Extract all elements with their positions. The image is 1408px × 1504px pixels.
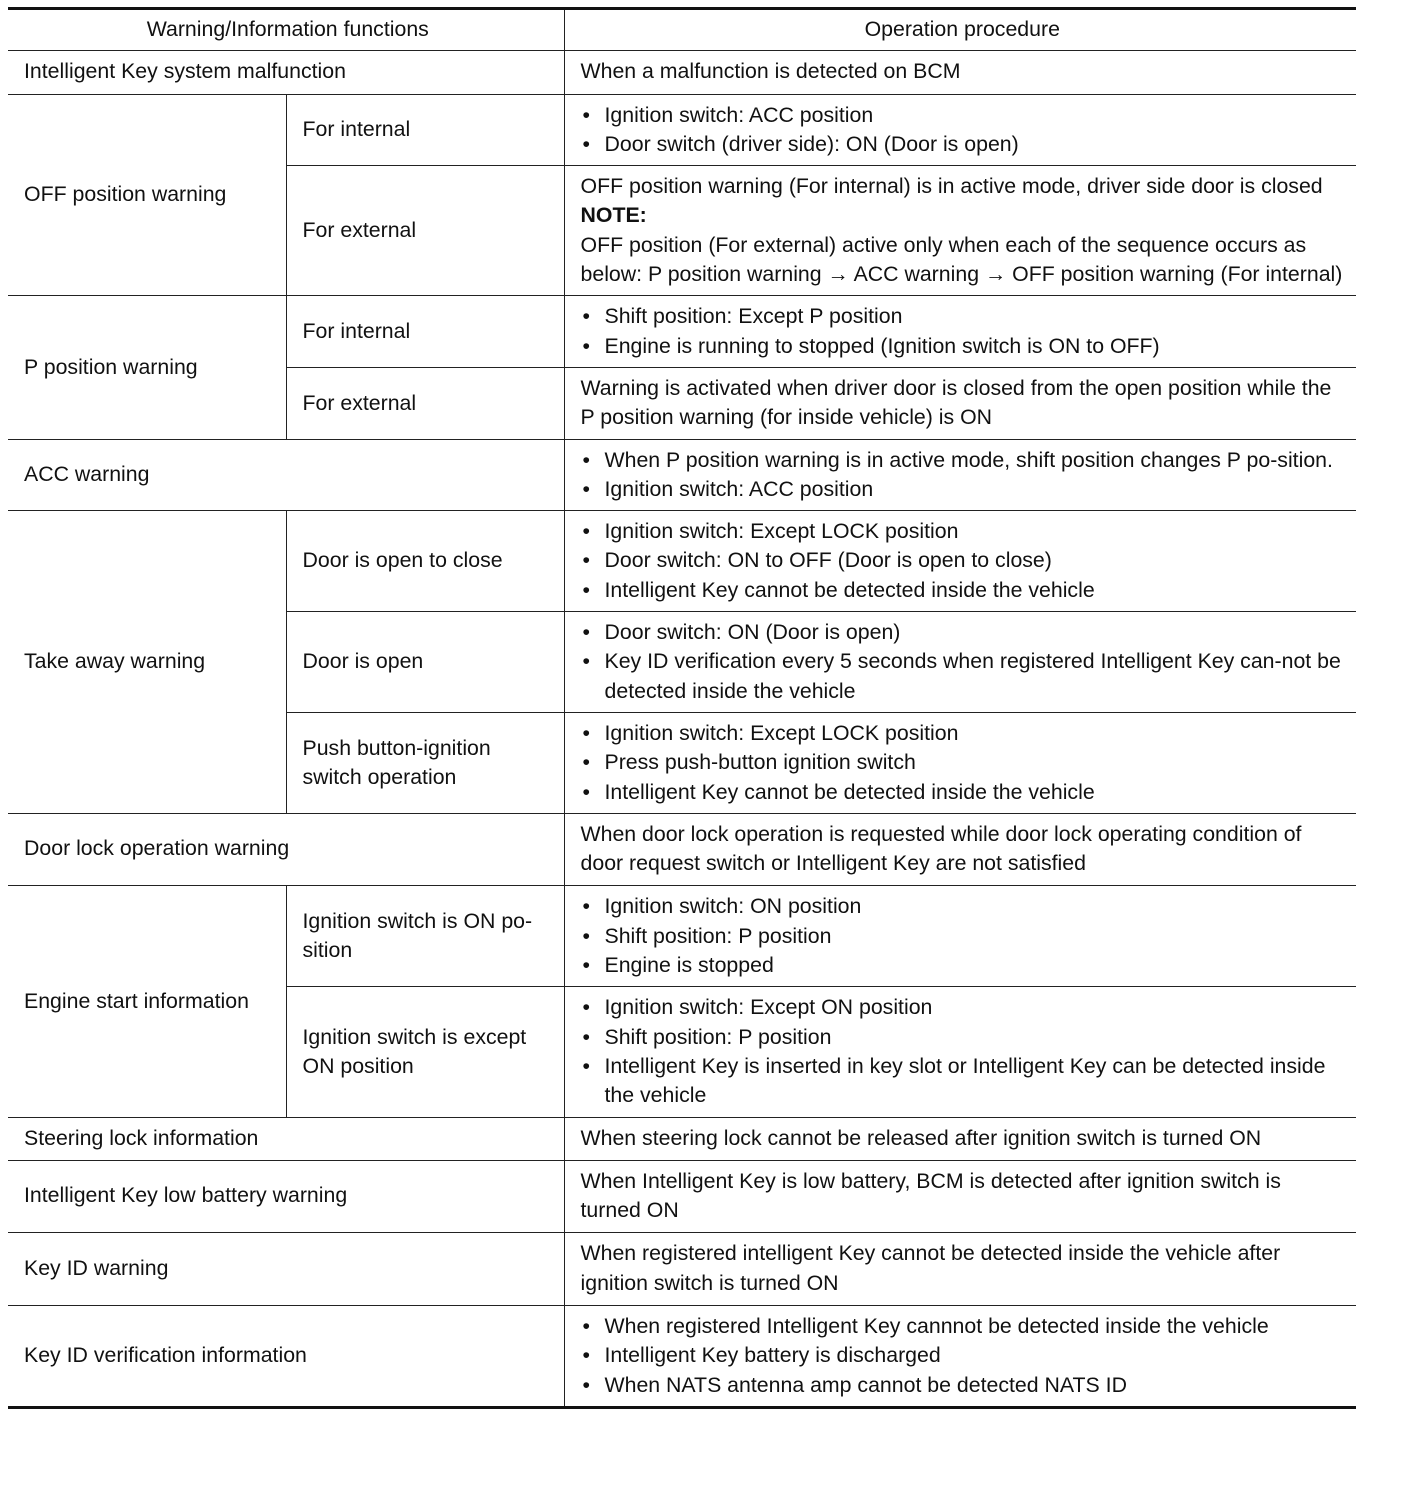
procedure-cell <box>564 166 1356 296</box>
procedure-cell <box>564 296 1356 368</box>
procedure-text: Warning is activated when driver door is closed from the open position while the P position warning (for inside vehicle) is ON <box>580 375 1332 430</box>
procedure-text: OFF position warning (For internal) is in active mode, driver side door is closed <box>580 174 1323 199</box>
warning-functions-table <box>8 7 1356 1409</box>
procedure-cell <box>564 1305 1356 1407</box>
condition-label: Ignition switch is ON po-sition <box>286 886 564 987</box>
procedure-cell <box>564 813 1356 886</box>
procedure-bullet-item: • When NATS antenna amp cannot be detected NATS ID <box>581 1371 1345 1400</box>
procedure-bullet-item: • Shift position: Except P position <box>581 302 1345 331</box>
function-name: Intelligent Key low battery warning <box>8 1160 564 1233</box>
header-functions: Warning/Information functions <box>8 9 564 51</box>
procedure-bullet-item: • Door switch: ON to OFF (Door is open to close) <box>581 546 1345 575</box>
procedure-bullet-item: • When P position warning is in active mode, shift position changes P po-sition. <box>581 446 1345 475</box>
procedure-cell <box>564 1160 1356 1233</box>
header-procedure: Operation procedure <box>564 9 1356 51</box>
procedure-bullet-item: • Intelligent Key is inserted in key slot or Intelligent Key can be detected inside the vehicle <box>581 1052 1345 1111</box>
condition-label: For internal <box>286 94 564 166</box>
procedure-bullet-list <box>581 892 1345 980</box>
procedure-bullet-item: • Ignition switch: Except ON position <box>581 993 1345 1022</box>
procedure-cell <box>564 511 1356 612</box>
procedure-cell <box>564 712 1356 813</box>
function-name: P position warning <box>8 296 286 439</box>
procedure-bullet-item: • Engine is stopped <box>581 951 1345 980</box>
function-name: Key ID verification information <box>8 1305 564 1407</box>
function-name: ACC warning <box>8 439 564 511</box>
procedure-bullet-item: • Door switch (driver side): ON (Door is open) <box>581 130 1345 159</box>
condition-label: Door is open <box>286 612 564 713</box>
procedure-text: When door lock operation is requested while door lock operating condition of door request switch or Intelligent Key are not satisfied <box>580 821 1302 876</box>
procedure-cell <box>564 51 1356 94</box>
procedure-bullet-item: • Key ID verification every 5 seconds when registered Intelligent Key can-not be detected inside the vehicle <box>581 647 1345 706</box>
procedure-bullet-item: • Engine is running to stopped (Ignition switch is ON to OFF) <box>581 332 1345 361</box>
procedure-bullet-item: • Ignition switch: ON position <box>581 892 1345 921</box>
procedure-bullet-item: • Intelligent Key cannot be detected inside the vehicle <box>581 778 1345 807</box>
procedure-cell <box>564 94 1356 166</box>
table-row <box>8 886 1356 987</box>
note-text: OFF position (For external) active only when each of the sequence occurs as below: P position warning → ACC warning → OFF position warning (For internal) <box>580 232 1343 287</box>
table-row <box>8 1233 1356 1306</box>
procedure-bullet-item: • Intelligent Key battery is discharged <box>581 1341 1345 1370</box>
procedure-text: When Intelligent Key is low battery, BCM is detected after ignition switch is turned ON <box>580 1168 1281 1223</box>
condition-label: For external <box>286 367 564 439</box>
table-row <box>8 51 1356 94</box>
note-label: NOTE: <box>580 203 647 228</box>
condition-label: For internal <box>286 296 564 368</box>
function-name: Door lock operation warning <box>8 813 564 886</box>
table-row <box>8 511 1356 612</box>
procedure-cell <box>564 987 1356 1117</box>
condition-label: Push button-ignition switch operation <box>286 712 564 813</box>
function-name: Steering lock information <box>8 1117 564 1160</box>
procedure-bullet-list <box>581 101 1345 160</box>
procedure-cell <box>564 886 1356 987</box>
procedure-cell <box>564 1233 1356 1306</box>
procedure-bullet-item: • Press push-button ignition switch <box>581 748 1345 777</box>
procedure-cell <box>564 439 1356 511</box>
procedure-bullet-item: • Ignition switch: ACC position <box>581 101 1345 130</box>
procedure-bullet-item: • Ignition switch: ACC position <box>581 475 1345 504</box>
procedure-bullet-item: • Ignition switch: Except LOCK position <box>581 719 1345 748</box>
procedure-bullet-item: • Ignition switch: Except LOCK position <box>581 517 1345 546</box>
procedure-bullet-item: • Shift position: P position <box>581 1023 1345 1052</box>
procedure-bullet-item: • Intelligent Key cannot be detected inside the vehicle <box>581 576 1345 605</box>
condition-label: Ignition switch is except ON position <box>286 987 564 1117</box>
procedure-bullet-list <box>581 993 1345 1110</box>
condition-label: For external <box>286 166 564 296</box>
procedure-bullet-item: • When registered Intelligent Key cannnot be detected inside the vehicle <box>581 1312 1345 1341</box>
procedure-cell <box>564 367 1356 439</box>
table-row <box>8 439 1356 511</box>
procedure-bullet-item: • Shift position: P position <box>581 922 1345 951</box>
procedure-bullet-list <box>581 1312 1345 1400</box>
table-row <box>8 1117 1356 1160</box>
table-row <box>8 1305 1356 1407</box>
function-name: Take away warning <box>8 511 286 814</box>
procedure-text: When steering lock cannot be released after ignition switch is turned ON <box>580 1125 1262 1150</box>
procedure-bullet-list <box>581 446 1345 505</box>
procedure-text: When registered intelligent Key cannot be detected inside the vehicle after ignition switch is turned ON <box>580 1241 1281 1295</box>
function-name: OFF position warning <box>8 94 286 296</box>
function-name: Key ID warning <box>8 1233 564 1306</box>
procedure-cell <box>564 1117 1356 1160</box>
procedure-bullet-list <box>581 719 1345 807</box>
table-row <box>8 296 1356 368</box>
table-row <box>8 94 1356 166</box>
procedure-bullet-item: • Door switch: ON (Door is open) <box>581 618 1345 647</box>
function-name: Intelligent Key system malfunction <box>8 51 564 94</box>
procedure-bullet-list <box>581 618 1345 706</box>
procedure-cell <box>564 612 1356 713</box>
table-row <box>8 1160 1356 1233</box>
condition-label: Door is open to close <box>286 511 564 612</box>
procedure-bullet-list <box>581 517 1345 605</box>
table-row <box>8 813 1356 886</box>
procedure-bullet-list <box>581 302 1345 361</box>
procedure-text: When a malfunction is detected on BCM <box>580 59 961 84</box>
header-row <box>8 9 1356 51</box>
function-name: Engine start information <box>8 886 286 1117</box>
